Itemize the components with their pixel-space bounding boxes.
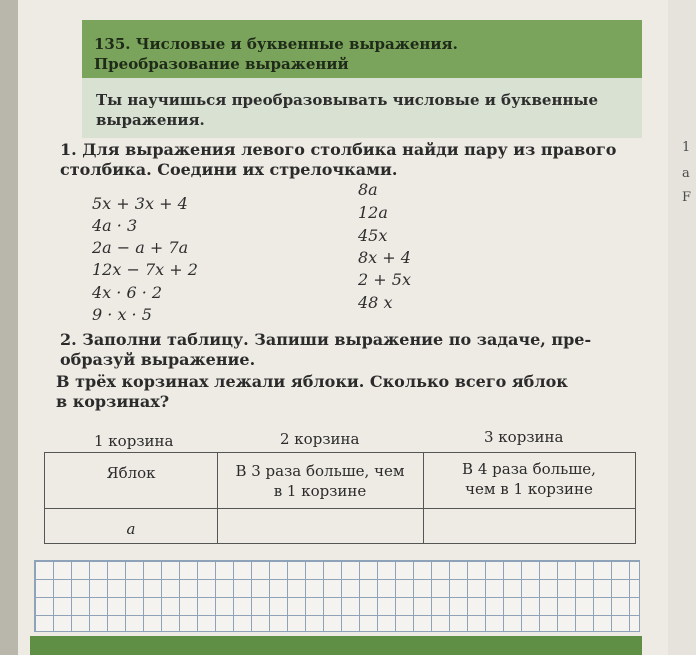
right-expression[interactable]: 48 x [358,293,393,312]
lesson-topic-banner [82,20,642,78]
table-divider [45,508,635,509]
condition-line: в 1 корзине [273,482,367,500]
basket3-answer-cell[interactable] [423,511,635,543]
task2-problem [56,372,568,412]
page-fragment: F [682,190,692,205]
left-expression[interactable]: 9 · x · 5 [92,305,152,324]
left-expression[interactable]: 5x + 3x + 4 [92,194,188,213]
row-label-apples: Яблок [106,464,156,482]
basket3-condition [423,459,635,499]
lesson-title-line: Преобразование выражений [94,55,349,73]
lesson-title [94,34,458,74]
right-expression[interactable]: 45x [358,226,388,245]
page-fragment: a [682,166,690,181]
problem-line: В трёх корзинах лежали яблоки. Сколько всего яблок [56,372,568,391]
basket-table [44,452,636,544]
condition-line: В 4 раза больше, [462,460,596,478]
column-header: 2 корзина [280,430,360,448]
bottom-green-band [30,636,642,655]
left-expression[interactable]: 4a · 3 [92,216,138,235]
right-expression[interactable]: 2 + 5x [358,270,411,289]
right-expression[interactable]: 12a [358,203,388,222]
basket2-answer-cell[interactable] [217,511,423,543]
task1-line: столбика. Соедини их стрелочками. [60,160,398,179]
task2-line: образуй выражение. [60,350,256,369]
task1-line: 1. Для выражения левого столбика найди пару из правого [60,140,617,159]
right-expression[interactable]: 8a [358,180,378,199]
right-expression[interactable]: 8x + 4 [358,248,411,267]
answer-grid[interactable] [34,560,640,632]
problem-line: в корзинах? [56,392,170,411]
task1-heading [60,140,616,180]
column-header: 3 корзина [484,428,564,446]
column-header: 1 корзина [94,432,174,450]
next-page-edge [668,0,696,655]
left-expression[interactable]: 12x − 7x + 2 [92,260,198,279]
lesson-goal-box [82,78,642,138]
condition-line: чем в 1 корзине [465,480,593,498]
lesson-title-line: 135. Числовые и буквенные выражения. [94,35,458,53]
task2-line: 2. Заполни таблицу. Запиши выражение по задаче, пре- [60,330,592,349]
task2-heading [60,330,591,370]
left-expression[interactable]: 4x · 6 · 2 [92,283,163,302]
condition-line: В 3 раза больше, чем [235,462,405,480]
lesson-goal-text: Ты научишься преобразовывать числовые и буквенные выражения. [96,91,599,129]
left-expression[interactable]: 2a − a + 7a [92,238,189,257]
basket1-value: a [126,520,136,538]
page-fragment: 1 [682,140,691,155]
basket2-condition [217,461,423,501]
